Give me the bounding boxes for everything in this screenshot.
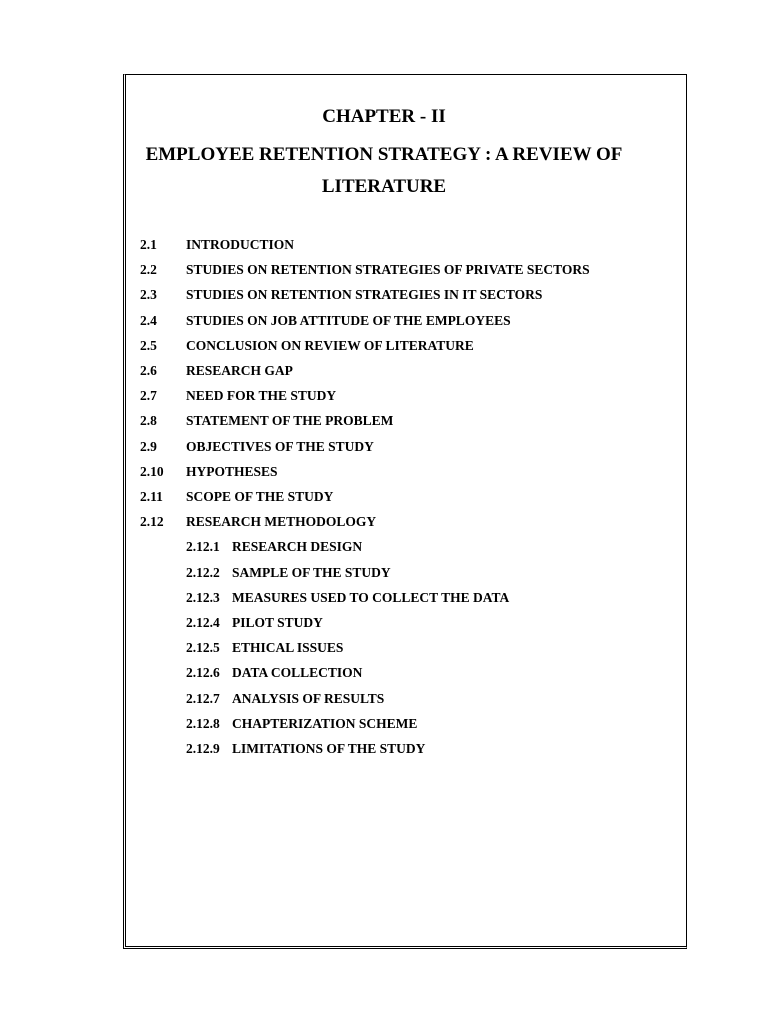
toc-item-label: STUDIES ON RETENTION STRATEGIES IN IT SECTORS bbox=[186, 287, 543, 303]
toc-item-number: 2.5 bbox=[140, 337, 157, 353]
toc-item-label: STUDIES ON JOB ATTITUDE OF THE EMPLOYEES bbox=[186, 312, 511, 328]
toc-item-number: 2.10 bbox=[140, 463, 164, 479]
toc-item-number: 2.8 bbox=[140, 413, 157, 429]
toc-item-label: SCOPE OF THE STUDY bbox=[186, 489, 334, 504]
toc-item-number: 2.3 bbox=[140, 287, 157, 303]
toc-item-number: 2.2 bbox=[140, 262, 157, 278]
toc-subitem-number: 2.12.6 bbox=[186, 665, 220, 681]
toc-item-label: HYPOTHESES bbox=[186, 463, 278, 479]
toc-item-number: 2.7 bbox=[140, 388, 157, 404]
toc-subitem-number: 2.12.9 bbox=[186, 741, 220, 756]
toc-subitem-number: 2.12.4 bbox=[186, 615, 220, 630]
toc-item-number: 2.11 bbox=[140, 489, 163, 504]
toc-subitem-number: 2.12.1 bbox=[186, 539, 220, 555]
toc-item-label: INTRODUCTION bbox=[186, 237, 295, 252]
toc-item-label: OBJECTIVES OF THE STUDY bbox=[186, 438, 374, 454]
toc-subitem-label: MEASURES USED TO COLLECT THE DATA bbox=[232, 589, 510, 605]
toc-item-label: STUDIES ON RETENTION STRATEGIES OF PRIVATE SECTORS bbox=[186, 262, 590, 278]
toc-item-label: NEED FOR THE STUDY bbox=[186, 388, 337, 404]
toc-subitem-label: CHAPTERIZATION SCHEME bbox=[232, 715, 418, 731]
toc-subitem-number: 2.12.3 bbox=[186, 589, 220, 605]
toc-subitem-label: LIMITATIONS OF THE STUDY bbox=[232, 741, 426, 756]
toc-subitem-label: RESEARCH DESIGN bbox=[232, 539, 363, 555]
toc-subitem-number: 2.12.2 bbox=[186, 564, 220, 580]
toc-item-number: 2.9 bbox=[140, 438, 157, 454]
toc-subitem-label: ETHICAL ISSUES bbox=[232, 640, 344, 656]
toc-subitem-number: 2.12.8 bbox=[186, 715, 220, 731]
toc-item-number: 2.6 bbox=[140, 363, 157, 378]
chapter-number: CHAPTER - II bbox=[322, 106, 446, 127]
chapter-title-line1: EMPLOYEE RETENTION STRATEGY : A REVIEW OF bbox=[145, 144, 623, 165]
toc-subitem-number: 2.12.5 bbox=[186, 640, 220, 656]
toc-subitem-label: DATA COLLECTION bbox=[232, 665, 363, 681]
toc-item-label: STATEMENT OF THE PROBLEM bbox=[186, 413, 394, 429]
page-border bbox=[123, 74, 687, 949]
chapter-title-line2: LITERATURE bbox=[321, 176, 447, 197]
toc-subitem-label: SAMPLE OF THE STUDY bbox=[232, 564, 391, 580]
toc-item-number: 2.12 bbox=[140, 514, 164, 530]
toc-item-label: RESEARCH METHODOLOGY bbox=[186, 514, 377, 530]
toc-item-number: 2.1 bbox=[140, 237, 157, 252]
toc-subitem-label: ANALYSIS OF RESULTS bbox=[232, 690, 385, 706]
toc-item-label: RESEARCH GAP bbox=[186, 363, 293, 378]
toc-item-label: CONCLUSION ON REVIEW OF LITERATURE bbox=[186, 337, 474, 353]
toc-subitem-label: PILOT STUDY bbox=[232, 615, 323, 630]
toc-subitem-number: 2.12.7 bbox=[186, 690, 220, 706]
toc-item-number: 2.4 bbox=[140, 312, 157, 328]
